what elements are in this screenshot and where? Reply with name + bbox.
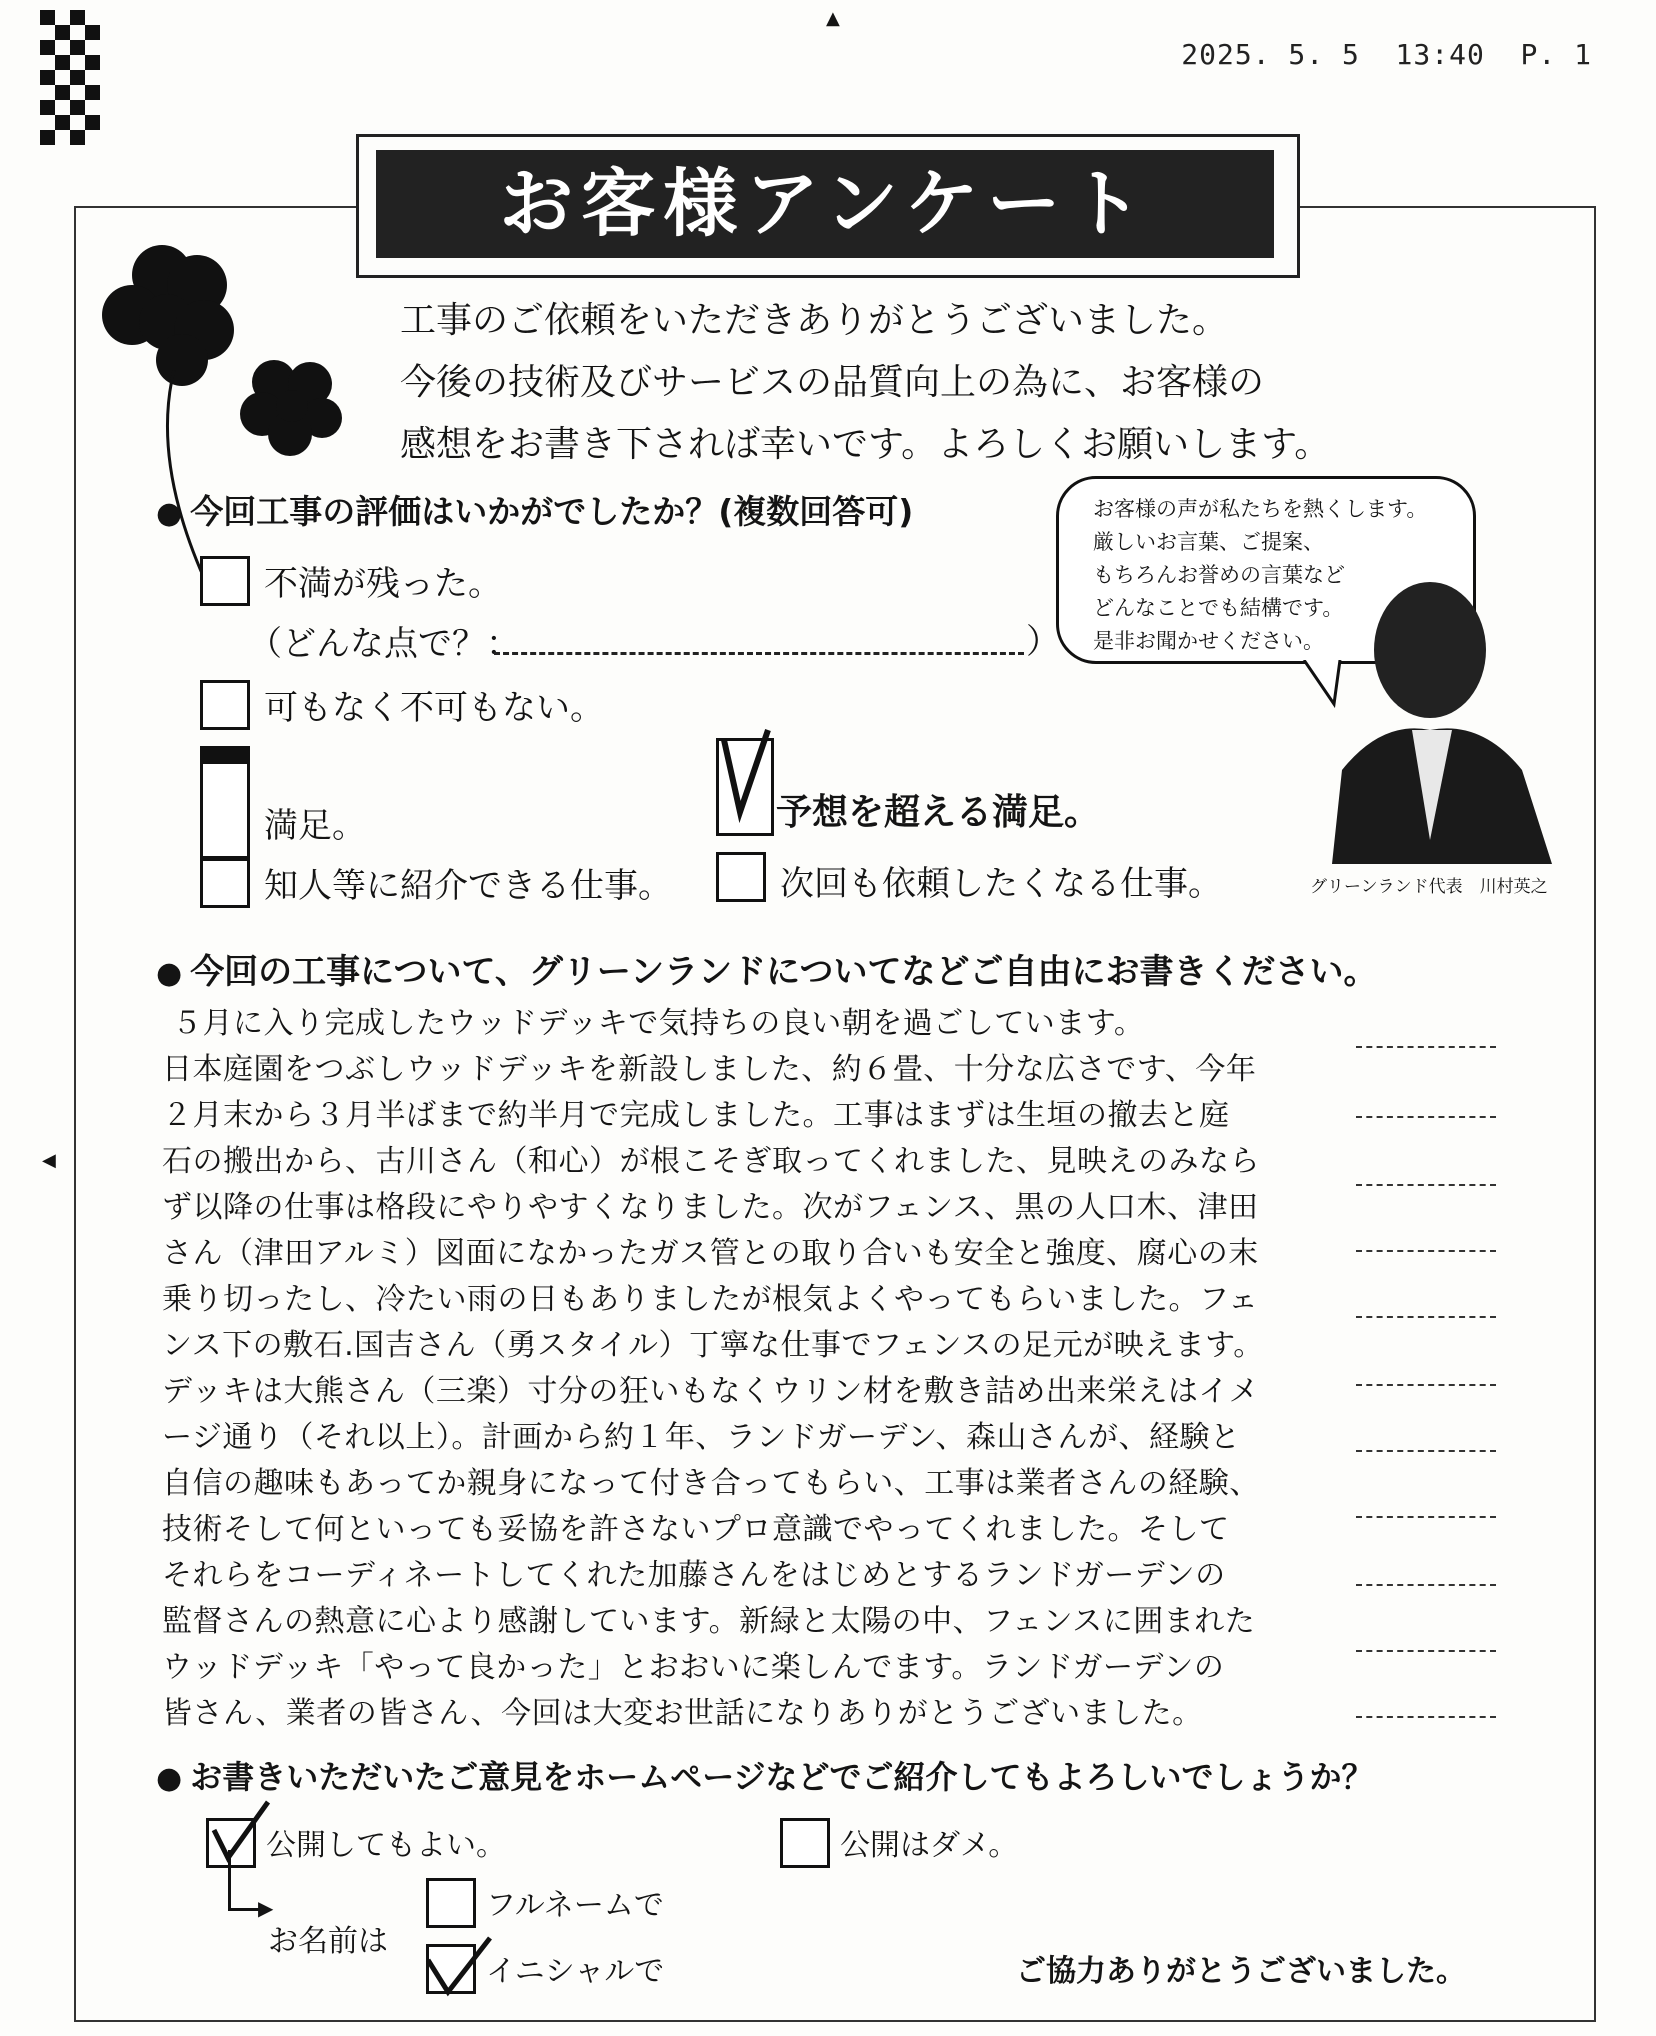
ruled-line xyxy=(1356,1450,1496,1452)
name-arrow-head-line xyxy=(228,1908,262,1911)
comment-line: ５月に入り完成したウッドデッキで気持ちの良い朝を過ごしています。 xyxy=(172,1006,1145,1041)
comment-line: 自信の趣味もあってか親身になって付き合ってもらい、工事は業者さんの経験、 xyxy=(162,1466,1260,1501)
intro-text xyxy=(400,290,1330,476)
comment-line: それらをコーディネートしてくれた加藤さんをはじめとするランドガーデンの xyxy=(162,1558,1226,1593)
representative-portrait xyxy=(1302,580,1562,864)
ruled-line xyxy=(1356,1046,1496,1048)
scan-checker-mark xyxy=(40,10,100,160)
dissatisfied-label: 不満が残った。 xyxy=(264,564,502,604)
bullet-icon: ● xyxy=(156,1761,183,1796)
speech-line: 是非お聞かせください。 xyxy=(1093,629,1324,653)
again-label: 次回も依頼したくなる仕事。 xyxy=(780,864,1222,904)
page-title: お客様アンケート xyxy=(376,150,1274,258)
ruled-line xyxy=(1356,1384,1496,1386)
comment-line: さん（津田アルミ）図面になかったガス管との取り合いも安全と強度、腐心の末 xyxy=(162,1236,1259,1271)
initials-label: イニシャルで xyxy=(486,1954,665,1989)
comment-line: ず以降の仕事は格段にやりやすくなりました。次がフェンス、黒の人口木、津田 xyxy=(162,1190,1259,1225)
comment-line: 監督さんの熱意に心より感謝しています。新緑と太陽の中、フェンスに囲まれた xyxy=(162,1604,1256,1639)
comment-line: デッキは大熊さん（三楽）寸分の狂いもなくウリン材を敷き詰め出来栄えはイメ xyxy=(162,1374,1260,1409)
ruled-line xyxy=(1356,1516,1496,1518)
arrow-right-icon: ▶ xyxy=(258,1896,274,1920)
detail-prompt: （どんな点で？： xyxy=(248,624,520,664)
speech-line: どんなことでも結構です。 xyxy=(1093,596,1344,620)
publish-heading: ● お書きいただいたご意見をホームページなどでご紹介してもよろしいでしょうか？ xyxy=(156,1758,1374,1796)
satisfied-label: 満足。 xyxy=(264,806,366,846)
ruled-line xyxy=(1356,1116,1496,1118)
ruled-line xyxy=(1356,1584,1496,1586)
form-frame-top-right xyxy=(1294,206,1594,208)
clover-small-icon xyxy=(232,352,352,462)
comment-line: ージ通り（それ以上）。計画から約１年、ランドガーデン、森山さんが、経験と xyxy=(162,1420,1241,1455)
left-triangle-marker: ◀ xyxy=(42,1150,56,1171)
comment-line: 石の搬出から、古川さん（和心）が根こそぎ取ってくれました、見映えのみなら xyxy=(162,1144,1260,1179)
comment-line: ２月末から３月半ばまで約半月で完成しました。工事はまずは生垣の撤去と庭 xyxy=(162,1098,1230,1133)
evaluation-heading: ● 今回工事の評価はいかがでしたか？(複数回答可) xyxy=(156,492,914,531)
top-triangle-marker: ▲ xyxy=(826,8,840,29)
publish-deny-label: 公開はダメ。 xyxy=(840,1828,1019,1863)
comment-line: ンス下の敷石.国吉さん（勇スタイル）丁寧な仕事でフェンスの足元が映えます。 xyxy=(162,1328,1264,1363)
speech-line: 厳しいお言葉、ご提案、 xyxy=(1093,530,1324,554)
portrait-caption: グリーンランド代表 川村英之 xyxy=(1310,877,1548,897)
form-frame-top-left xyxy=(74,206,356,208)
ruled-line xyxy=(1356,1316,1496,1318)
name-label: お名前は xyxy=(268,1924,388,1959)
intro-line: 今後の技術及びサービスの品質向上の為に、お客様の xyxy=(400,362,1265,403)
ruled-line xyxy=(1356,1184,1496,1186)
comment-line: 乗り切ったし、冷たい雨の日もありましたが根気よくやってもらいました。フェ xyxy=(162,1282,1259,1317)
speech-line: もちろんお誉めの言葉など xyxy=(1093,563,1345,587)
satisfied-checkbox[interactable] xyxy=(200,746,250,859)
detail-input[interactable] xyxy=(494,650,1024,655)
full-name-label: フルネームで xyxy=(486,1888,664,1923)
detail-close: ） xyxy=(1026,622,1060,662)
comment-line: ウッドデッキ「やって良かった」とおおいに楽しんでます。ランドガーデンの xyxy=(162,1650,1225,1685)
neutral-checkbox[interactable] xyxy=(200,680,250,730)
full-name-checkbox[interactable] xyxy=(426,1878,476,1928)
ruled-line xyxy=(1356,1650,1496,1652)
publish-allow-label: 公開してもよい。 xyxy=(266,1828,506,1863)
name-arrow-line xyxy=(228,1850,231,1910)
bullet-icon: ● xyxy=(156,496,183,531)
recommend-checkbox[interactable] xyxy=(200,858,250,908)
free-comment-heading: ● 今回の工事について、グリーンランドについてなどご自由にお書きください。 xyxy=(156,952,1378,992)
intro-line: 工事のご依頼をいただきありがとうございました。 xyxy=(400,300,1229,341)
neutral-label: 可もなく不可もない。 xyxy=(264,688,604,728)
comment-line: 日本庭園をつぶしウッドデッキを新設しました、約６畳、十分な広さです、今年 xyxy=(162,1052,1257,1087)
fax-header: 2025. 5. 5 13:40 P. 1 xyxy=(1181,38,1592,71)
exceeded-label: 予想を超える満足。 xyxy=(776,792,1101,833)
comment-line: 皆さん、業者の皆さん、今回は大変お世話になりありがとうございました。 xyxy=(162,1696,1203,1731)
dissatisfied-checkbox[interactable] xyxy=(200,556,250,606)
recommend-label: 知人等に紹介できる仕事。 xyxy=(264,866,672,906)
ruled-line xyxy=(1356,1250,1496,1252)
again-checkbox[interactable] xyxy=(716,852,766,902)
speech-line: お客様の声が私たちを熱くします。 xyxy=(1093,497,1428,521)
publish-deny-checkbox[interactable] xyxy=(780,1818,830,1868)
bullet-icon: ● xyxy=(156,956,183,991)
closing-message: ご協力ありがとうございました。 xyxy=(1016,1954,1466,1989)
intro-line: 感想をお書き下されば幸いです。よろしくお願いします。 xyxy=(400,424,1331,465)
ruled-line xyxy=(1356,1716,1496,1718)
comment-line: 技術そして何といっても妥協を許さないプロ意識でやってくれました。そして xyxy=(162,1512,1230,1547)
